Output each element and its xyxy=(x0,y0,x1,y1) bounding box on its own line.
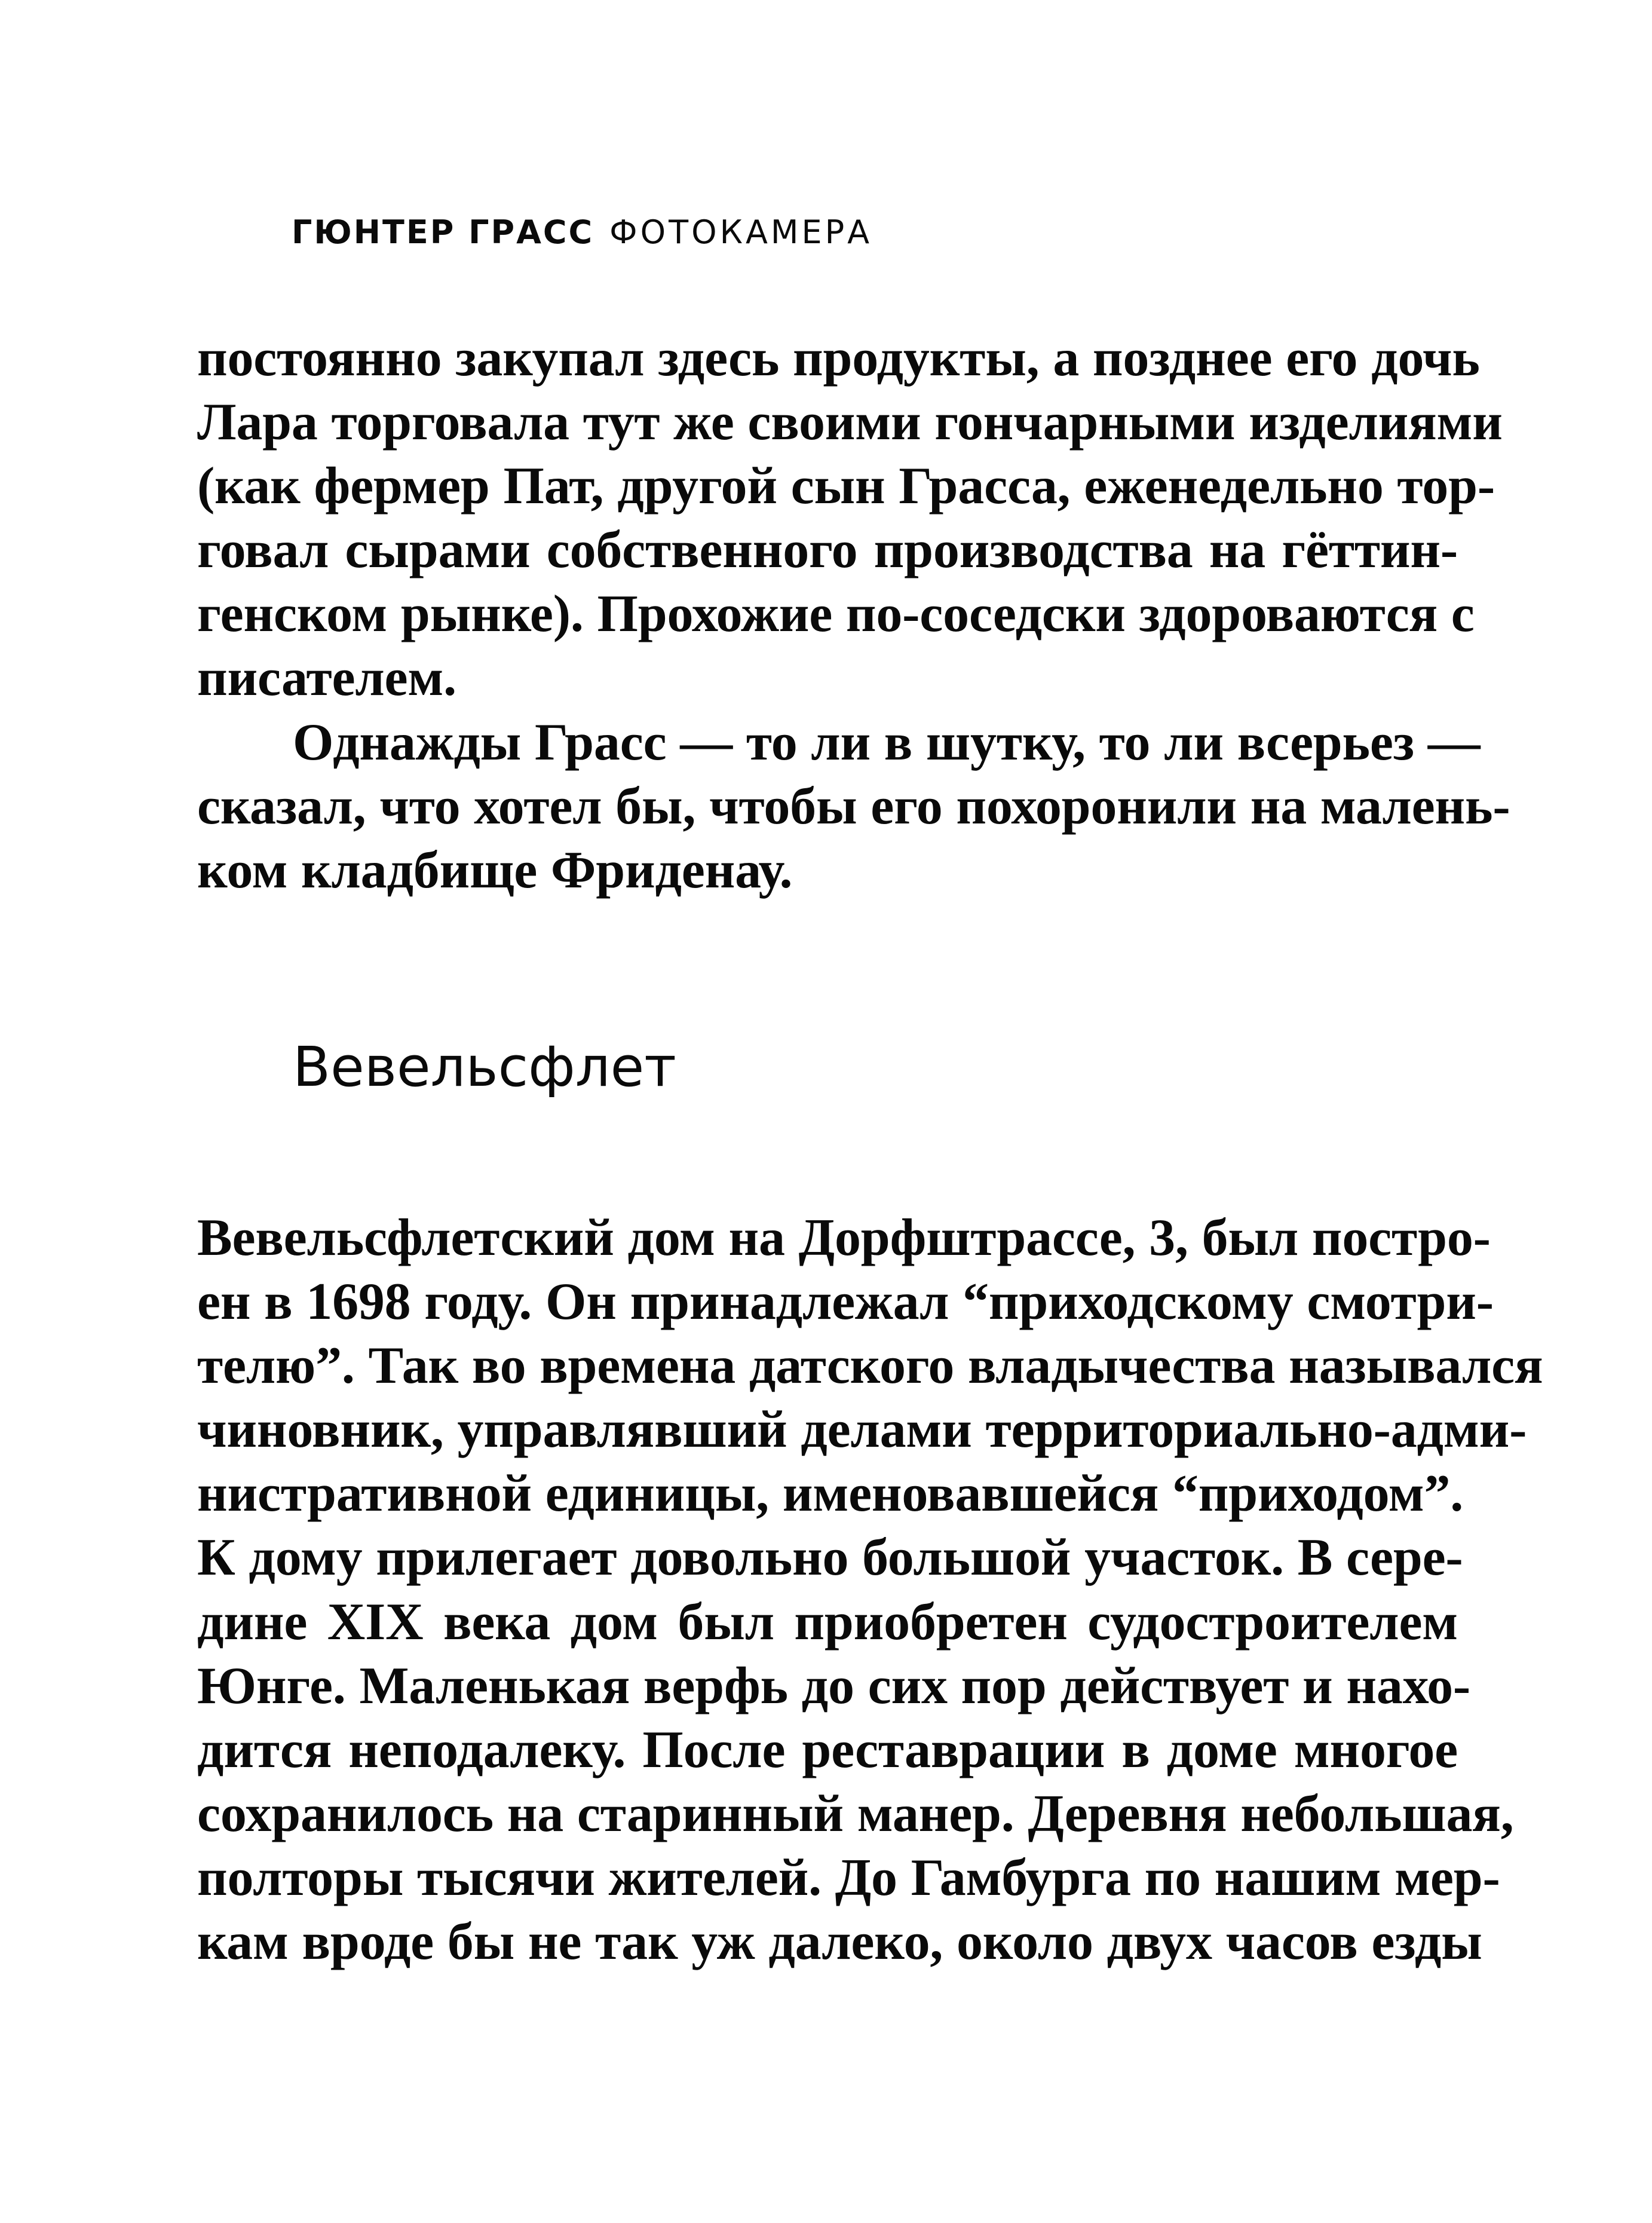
paragraph-line: сказал, что хотел бы, чтобы его похоронили на малень- xyxy=(197,777,1510,835)
paragraph-2 xyxy=(197,711,1510,902)
paragraph-1 xyxy=(197,326,1503,711)
paragraph-line: К дому прилегает довольно большой участок. В сере- xyxy=(197,1529,1463,1587)
header-book-title: ФОТОКАМЕРА xyxy=(609,213,873,251)
paragraph-line: полторы тысячи жителей. До Гамбурга по нашим мер- xyxy=(197,1848,1500,1907)
header-author: ГЮНТЕР ГРАСС xyxy=(292,213,594,251)
paragraph-line: генском рынке). Прохожие по-соседски здороваются с xyxy=(197,585,1475,644)
paragraph-3 xyxy=(197,1206,1543,1974)
running-header xyxy=(292,213,873,251)
section-heading: Вевельсфлет xyxy=(293,1035,676,1099)
paragraph-line: дине XIX века дом был приобретен судостроителем xyxy=(197,1593,1458,1651)
body-text-bottom xyxy=(197,1206,1543,1974)
paragraph-line: Однажды Грасс — то ли в шутку, то ли всерьез — xyxy=(293,713,1481,771)
paragraph-line: нистративной единицы, именовавшейся “приходом”. xyxy=(197,1465,1464,1523)
paragraph-line: чиновник, управлявший делами территориально-адми- xyxy=(197,1401,1527,1459)
paragraph-line: Лара торговала тут же своими гончарными изделиями xyxy=(197,393,1503,452)
paragraph-line: (как фермер Пат, другой сын Грасса, еженедельно тор- xyxy=(197,457,1495,516)
paragraph-line: Вевельсфлетский дом на Дорфштрассе, 3, был постро- xyxy=(197,1209,1491,1267)
paragraph-line: постоянно закупал здесь продукты, а позднее его дочь xyxy=(197,329,1480,387)
paragraph-line: кам вроде бы не так уж далеко, около двух часов езды xyxy=(197,1913,1482,1971)
paragraph-line: телю”. Так во времена датского владычества назывался xyxy=(197,1337,1543,1395)
paragraph-line: сохранилось на старинный манер. Деревня небольшая, xyxy=(197,1784,1514,1843)
paragraph-line: Юнге. Маленькая верфь до сих пор действует и нахо- xyxy=(197,1656,1471,1715)
paragraph-line: ен в 1698 году. Он принадлежал “приходскому смотри- xyxy=(197,1273,1494,1331)
paragraph-line: писателем. xyxy=(197,649,456,708)
body-text-top xyxy=(197,326,1510,902)
paragraph-line: говал сырами собственного производства на гёттин- xyxy=(197,521,1458,580)
paragraph-line: ком кладбище Фриденау. xyxy=(197,841,793,899)
paragraph-line: дится неподалеку. После реставрации в доме многое xyxy=(197,1720,1458,1779)
